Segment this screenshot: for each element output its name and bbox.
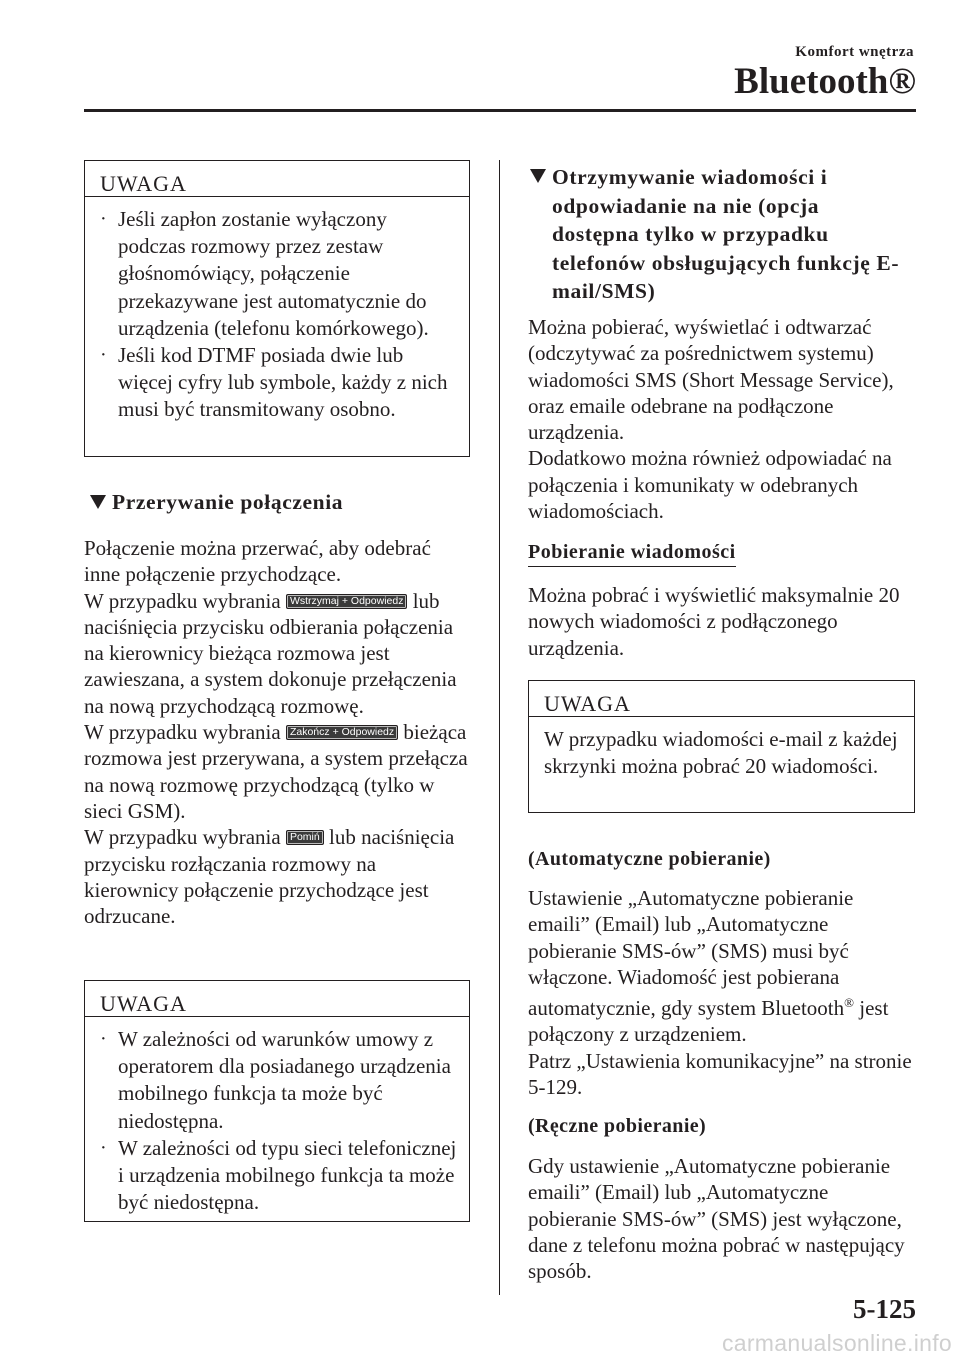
hold-answer-button-icon: Wstrzymaj + Odpowiedz (286, 594, 408, 609)
paragraph: Połączenie można przerwać, aby odebrać inne połączenie przychodzące. W przypadku wybrania Wstrzymaj + Odpowiedz lub naciśnięcia przycisku odbierania połączenia na kierownicy bieżąca rozmowa jest zawieszana, a system dokonuje przełączenia na nową przychodzącą rozmowę. W przypadku wybrania Zakończ + Odpowiedz bieżąca rozmowa jest przerywana, a system przełącza na nową rozmowę przychodzącą (tylko w sieci GSM). W przypadku wybrania Pomiń lub naciśnięcia przycisku rozłączania rozmowy na kierownicy połączenie przychodzące jest odrzucane. (84, 536, 468, 929)
note-box-2 (84, 980, 470, 1222)
section-heading-interrupt: Przerywanie połączenia (90, 489, 492, 516)
note-box-3 (528, 680, 915, 813)
column-divider (499, 160, 500, 1295)
section-label: Komfort wnętrza (795, 44, 914, 60)
section-heading-messages: Otrzymywanie wiadomości i odpowiadanie na nie (opcja dostępna tylko w przypadku telefonów obsługujących funkcję E-mail/SMS) (530, 163, 912, 306)
note-box-1 (84, 160, 470, 457)
manual-download-heading: (Ręczne pobieranie) (528, 1115, 707, 1137)
note-title: UWAGA (85, 161, 469, 197)
paragraph: Można pobierać, wyświetlać i odtwarzać (odczytywać za pośrednictwem systemu) wiadomości SMS (Short Message Service), oraz emaile odebrane na podłączone urządzenia. Dodatkowo można również odpowiadać na połączenia i komunikaty w odebranych wiadomościach. (528, 315, 894, 524)
note-title: UWAGA (529, 681, 914, 717)
note-text: W przypadku wiadomości e-mail z każdej skrzynki można pobrać 20 wiadomości. (544, 727, 898, 779)
paragraph: Gdy ustawienie „Automatyczne pobieranie emaili” (Email) lub „Automatyczne pobieranie SMS-ów” (SMS) jest wyłączone, dane z telefonu można pobrać w następujący sposób. (528, 1154, 905, 1284)
paragraph: Ustawienie „Automatyczne pobieranie emaili” (Email) lub „Automatyczne pobieranie SMS-ów” (SMS) musi być włączone. Wiadomość jest pobierana automatycznie, gdy system Bluetooth® jest połączony z urządzeniem. Patrz „Ustawienia komunikacyjne” na stronie 5-129. (528, 886, 912, 1100)
note-item: · Jeśli kod DTMF posiada dwie lub więcej cyfry lub symbole, każdy z nich musi być transmitowany osobno. (100, 343, 448, 422)
auto-download-heading: (Automatyczne pobieranie) (528, 848, 771, 870)
triangle-icon (90, 495, 106, 509)
paragraph: Można pobrać i wyświetlić maksymalnie 20 nowych wiadomości z podłączonego urządzenia. (528, 583, 900, 660)
subheading-download: Pobieranie wiadomości (528, 541, 736, 567)
page-number: 5-125 (853, 1294, 916, 1324)
note-title: UWAGA (85, 981, 469, 1017)
end-answer-button-icon: Zakończ + Odpowiedz (286, 725, 398, 740)
note-item: · W zależności od warunków umowy z operatorem dla posiadanego urządzenia mobilnego funkcja ta może być niedostępna. (100, 1027, 451, 1133)
note-item: · Jeśli zapłon zostanie wyłączony podczas rozmowy przez zestaw głośnomówiący, połączenie przekazywane jest automatycznie do urządzenia (telefonu komórkowego). (100, 207, 429, 340)
watermark: carmanualsonline.info (721, 1330, 952, 1356)
header-rule (84, 109, 916, 112)
page-title: Bluetooth® (734, 61, 916, 102)
note-item: · W zależności od typu sieci telefonicznej i urządzenia mobilnego funkcja ta może być niedostępna. (100, 1135, 457, 1215)
triangle-icon (530, 169, 546, 183)
skip-button-icon: Pomiń (286, 830, 324, 845)
